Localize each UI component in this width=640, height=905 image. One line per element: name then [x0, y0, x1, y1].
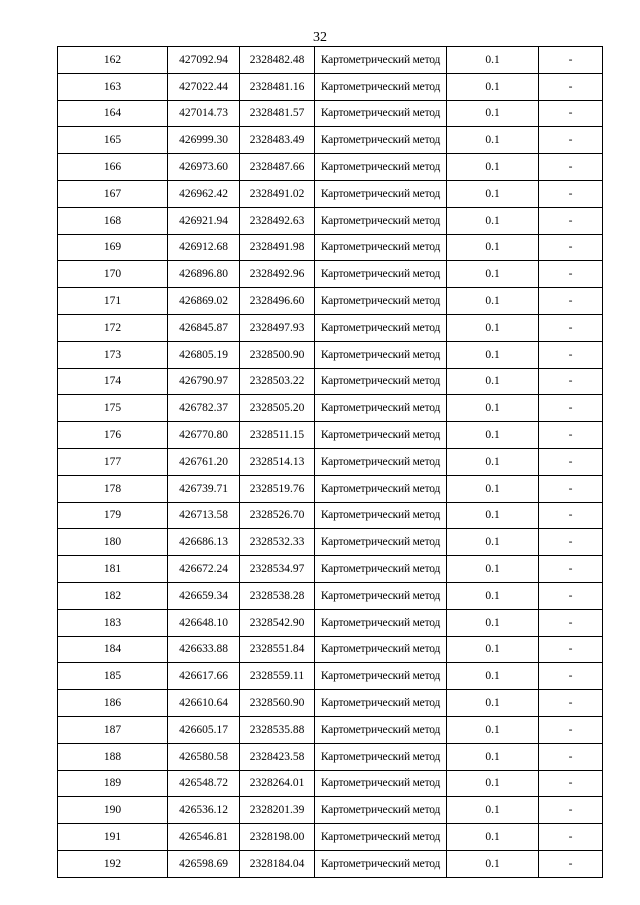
accuracy-cell: 0.1: [447, 422, 539, 449]
y-coordinate-cell: 2328184.04: [240, 850, 315, 877]
table-row: [58, 314, 603, 341]
y-coordinate-cell: 2328500.90: [240, 341, 315, 368]
table-row: [58, 100, 603, 127]
table-row: [58, 529, 603, 556]
point-number-cell: 174: [58, 368, 168, 395]
coordinates-table: [57, 46, 603, 878]
y-coordinate-cell: 2328487.66: [240, 154, 315, 181]
y-coordinate-cell: 2328559.11: [240, 663, 315, 690]
table-row: [58, 636, 603, 663]
table-row: [58, 234, 603, 261]
y-coordinate-cell: 2328532.33: [240, 529, 315, 556]
point-number-cell: 162: [58, 47, 168, 74]
accuracy-cell: 0.1: [447, 261, 539, 288]
method-cell: Картометрический метод: [315, 180, 447, 207]
x-coordinate-cell: 426782.37: [168, 395, 240, 422]
x-coordinate-cell: 427014.73: [168, 100, 240, 127]
point-number-cell: 167: [58, 180, 168, 207]
note-cell: -: [539, 100, 603, 127]
note-cell: -: [539, 368, 603, 395]
table-row: [58, 824, 603, 851]
table-row: [58, 582, 603, 609]
table-row: [58, 288, 603, 315]
method-cell: Картометрический метод: [315, 690, 447, 717]
note-cell: -: [539, 743, 603, 770]
point-number-cell: 165: [58, 127, 168, 154]
table-row: [58, 502, 603, 529]
y-coordinate-cell: 2328526.70: [240, 502, 315, 529]
table-row: [58, 716, 603, 743]
y-coordinate-cell: 2328519.76: [240, 475, 315, 502]
point-number-cell: 173: [58, 341, 168, 368]
method-cell: Картометрический метод: [315, 47, 447, 74]
accuracy-cell: 0.1: [447, 663, 539, 690]
table-row: [58, 73, 603, 100]
accuracy-cell: 0.1: [447, 556, 539, 583]
point-number-cell: 175: [58, 395, 168, 422]
y-coordinate-cell: 2328505.20: [240, 395, 315, 422]
accuracy-cell: 0.1: [447, 368, 539, 395]
x-coordinate-cell: 426610.64: [168, 690, 240, 717]
note-cell: -: [539, 234, 603, 261]
method-cell: Картометрический метод: [315, 341, 447, 368]
note-cell: -: [539, 154, 603, 181]
note-cell: -: [539, 395, 603, 422]
x-coordinate-cell: 426999.30: [168, 127, 240, 154]
method-cell: Картометрический метод: [315, 529, 447, 556]
point-number-cell: 187: [58, 716, 168, 743]
x-coordinate-cell: 426790.97: [168, 368, 240, 395]
y-coordinate-cell: 2328492.96: [240, 261, 315, 288]
point-number-cell: 191: [58, 824, 168, 851]
note-cell: -: [539, 314, 603, 341]
point-number-cell: 183: [58, 609, 168, 636]
point-number-cell: 184: [58, 636, 168, 663]
point-number-cell: 185: [58, 663, 168, 690]
accuracy-cell: 0.1: [447, 797, 539, 824]
x-coordinate-cell: 426605.17: [168, 716, 240, 743]
y-coordinate-cell: 2328481.16: [240, 73, 315, 100]
point-number-cell: 192: [58, 850, 168, 877]
accuracy-cell: 0.1: [447, 609, 539, 636]
table-row: [58, 341, 603, 368]
accuracy-cell: 0.1: [447, 582, 539, 609]
method-cell: Картометрический метод: [315, 207, 447, 234]
table-row: [58, 850, 603, 877]
note-cell: -: [539, 582, 603, 609]
note-cell: -: [539, 556, 603, 583]
point-number-cell: 179: [58, 502, 168, 529]
note-cell: -: [539, 475, 603, 502]
y-coordinate-cell: 2328560.90: [240, 690, 315, 717]
coordinates-table-body: [58, 47, 603, 878]
accuracy-cell: 0.1: [447, 743, 539, 770]
y-coordinate-cell: 2328483.49: [240, 127, 315, 154]
accuracy-cell: 0.1: [447, 47, 539, 74]
point-number-cell: 188: [58, 743, 168, 770]
x-coordinate-cell: 426896.80: [168, 261, 240, 288]
x-coordinate-cell: 427092.94: [168, 47, 240, 74]
x-coordinate-cell: 426962.42: [168, 180, 240, 207]
x-coordinate-cell: 426845.87: [168, 314, 240, 341]
table-row: [58, 797, 603, 824]
note-cell: -: [539, 502, 603, 529]
x-coordinate-cell: 426617.66: [168, 663, 240, 690]
note-cell: -: [539, 47, 603, 74]
accuracy-cell: 0.1: [447, 180, 539, 207]
note-cell: -: [539, 207, 603, 234]
accuracy-cell: 0.1: [447, 341, 539, 368]
point-number-cell: 172: [58, 314, 168, 341]
note-cell: -: [539, 180, 603, 207]
method-cell: Картометрический метод: [315, 475, 447, 502]
accuracy-cell: 0.1: [447, 127, 539, 154]
y-coordinate-cell: 2328496.60: [240, 288, 315, 315]
point-number-cell: 180: [58, 529, 168, 556]
x-coordinate-cell: 426761.20: [168, 448, 240, 475]
x-coordinate-cell: 426633.88: [168, 636, 240, 663]
method-cell: Картометрический метод: [315, 261, 447, 288]
point-number-cell: 190: [58, 797, 168, 824]
method-cell: Картометрический метод: [315, 824, 447, 851]
note-cell: -: [539, 288, 603, 315]
x-coordinate-cell: 426713.58: [168, 502, 240, 529]
method-cell: Картометрический метод: [315, 582, 447, 609]
y-coordinate-cell: 2328264.01: [240, 770, 315, 797]
note-cell: -: [539, 663, 603, 690]
x-coordinate-cell: 426536.12: [168, 797, 240, 824]
method-cell: Картометрический метод: [315, 609, 447, 636]
table-row: [58, 609, 603, 636]
x-coordinate-cell: 426805.19: [168, 341, 240, 368]
point-number-cell: 189: [58, 770, 168, 797]
x-coordinate-cell: 426921.94: [168, 207, 240, 234]
accuracy-cell: 0.1: [447, 100, 539, 127]
accuracy-cell: 0.1: [447, 154, 539, 181]
method-cell: Картометрический метод: [315, 395, 447, 422]
x-coordinate-cell: 426598.69: [168, 850, 240, 877]
table-row: [58, 47, 603, 74]
method-cell: Картометрический метод: [315, 73, 447, 100]
x-coordinate-cell: 426548.72: [168, 770, 240, 797]
point-number-cell: 177: [58, 448, 168, 475]
accuracy-cell: 0.1: [447, 73, 539, 100]
table-row: [58, 743, 603, 770]
method-cell: Картометрический метод: [315, 743, 447, 770]
method-cell: Картометрический метод: [315, 502, 447, 529]
x-coordinate-cell: 426546.81: [168, 824, 240, 851]
note-cell: -: [539, 529, 603, 556]
y-coordinate-cell: 2328201.39: [240, 797, 315, 824]
y-coordinate-cell: 2328551.84: [240, 636, 315, 663]
x-coordinate-cell: 426912.68: [168, 234, 240, 261]
table-row: [58, 180, 603, 207]
method-cell: Картометрический метод: [315, 556, 447, 583]
x-coordinate-cell: 426686.13: [168, 529, 240, 556]
accuracy-cell: 0.1: [447, 395, 539, 422]
table-row: [58, 475, 603, 502]
point-number-cell: 176: [58, 422, 168, 449]
table-row: [58, 690, 603, 717]
y-coordinate-cell: 2328423.58: [240, 743, 315, 770]
method-cell: Картометрический метод: [315, 368, 447, 395]
point-number-cell: 181: [58, 556, 168, 583]
table-row: [58, 127, 603, 154]
point-number-cell: 164: [58, 100, 168, 127]
accuracy-cell: 0.1: [447, 475, 539, 502]
method-cell: Картометрический метод: [315, 770, 447, 797]
note-cell: -: [539, 636, 603, 663]
point-number-cell: 163: [58, 73, 168, 100]
accuracy-cell: 0.1: [447, 770, 539, 797]
note-cell: -: [539, 797, 603, 824]
table-row: [58, 663, 603, 690]
table-row: [58, 770, 603, 797]
method-cell: Картометрический метод: [315, 663, 447, 690]
accuracy-cell: 0.1: [447, 314, 539, 341]
point-number-cell: 170: [58, 261, 168, 288]
x-coordinate-cell: 426770.80: [168, 422, 240, 449]
table-row: [58, 261, 603, 288]
accuracy-cell: 0.1: [447, 288, 539, 315]
method-cell: Картометрический метод: [315, 234, 447, 261]
y-coordinate-cell: 2328503.22: [240, 368, 315, 395]
x-coordinate-cell: 426739.71: [168, 475, 240, 502]
note-cell: -: [539, 73, 603, 100]
table-row: [58, 154, 603, 181]
y-coordinate-cell: 2328491.02: [240, 180, 315, 207]
page-number: 32: [313, 30, 327, 45]
x-coordinate-cell: 426869.02: [168, 288, 240, 315]
y-coordinate-cell: 2328535.88: [240, 716, 315, 743]
table-row: [58, 207, 603, 234]
accuracy-cell: 0.1: [447, 448, 539, 475]
note-cell: -: [539, 690, 603, 717]
note-cell: -: [539, 448, 603, 475]
accuracy-cell: 0.1: [447, 824, 539, 851]
method-cell: Картометрический метод: [315, 422, 447, 449]
method-cell: Картометрический метод: [315, 314, 447, 341]
table-row: [58, 448, 603, 475]
method-cell: Картометрический метод: [315, 850, 447, 877]
accuracy-cell: 0.1: [447, 529, 539, 556]
y-coordinate-cell: 2328538.28: [240, 582, 315, 609]
table-row: [58, 422, 603, 449]
method-cell: Картометрический метод: [315, 797, 447, 824]
point-number-cell: 186: [58, 690, 168, 717]
x-coordinate-cell: 426659.34: [168, 582, 240, 609]
accuracy-cell: 0.1: [447, 207, 539, 234]
note-cell: -: [539, 716, 603, 743]
method-cell: Картометрический метод: [315, 100, 447, 127]
note-cell: -: [539, 824, 603, 851]
point-number-cell: 182: [58, 582, 168, 609]
y-coordinate-cell: 2328511.15: [240, 422, 315, 449]
note-cell: -: [539, 127, 603, 154]
accuracy-cell: 0.1: [447, 234, 539, 261]
method-cell: Картометрический метод: [315, 716, 447, 743]
y-coordinate-cell: 2328497.93: [240, 314, 315, 341]
y-coordinate-cell: 2328198.00: [240, 824, 315, 851]
table-row: [58, 368, 603, 395]
y-coordinate-cell: 2328481.57: [240, 100, 315, 127]
x-coordinate-cell: 426973.60: [168, 154, 240, 181]
table-row: [58, 556, 603, 583]
y-coordinate-cell: 2328542.90: [240, 609, 315, 636]
note-cell: -: [539, 850, 603, 877]
note-cell: -: [539, 341, 603, 368]
method-cell: Картометрический метод: [315, 154, 447, 181]
y-coordinate-cell: 2328491.98: [240, 234, 315, 261]
accuracy-cell: 0.1: [447, 502, 539, 529]
y-coordinate-cell: 2328482.48: [240, 47, 315, 74]
point-number-cell: 171: [58, 288, 168, 315]
note-cell: -: [539, 261, 603, 288]
x-coordinate-cell: 426672.24: [168, 556, 240, 583]
x-coordinate-cell: 426648.10: [168, 609, 240, 636]
y-coordinate-cell: 2328514.13: [240, 448, 315, 475]
note-cell: -: [539, 770, 603, 797]
x-coordinate-cell: 427022.44: [168, 73, 240, 100]
method-cell: Картометрический метод: [315, 288, 447, 315]
point-number-cell: 169: [58, 234, 168, 261]
accuracy-cell: 0.1: [447, 690, 539, 717]
table-row: [58, 395, 603, 422]
point-number-cell: 166: [58, 154, 168, 181]
point-number-cell: 178: [58, 475, 168, 502]
accuracy-cell: 0.1: [447, 636, 539, 663]
note-cell: -: [539, 422, 603, 449]
note-cell: -: [539, 609, 603, 636]
x-coordinate-cell: 426580.58: [168, 743, 240, 770]
method-cell: Картометрический метод: [315, 636, 447, 663]
method-cell: Картометрический метод: [315, 127, 447, 154]
y-coordinate-cell: 2328534.97: [240, 556, 315, 583]
y-coordinate-cell: 2328492.63: [240, 207, 315, 234]
accuracy-cell: 0.1: [447, 716, 539, 743]
accuracy-cell: 0.1: [447, 850, 539, 877]
point-number-cell: 168: [58, 207, 168, 234]
method-cell: Картометрический метод: [315, 448, 447, 475]
